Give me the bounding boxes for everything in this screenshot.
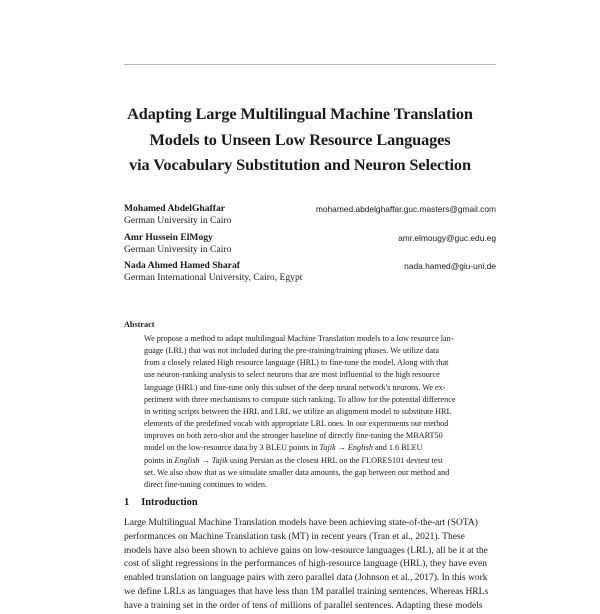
math-language: Tajik bbox=[319, 443, 336, 453]
author-block bbox=[124, 232, 496, 256]
title-line: Adapting Large Multilingual Machine Translation bbox=[127, 104, 473, 123]
abstract-line: from a closely related High resource language (HRL) to fine-tune the model. Along with that bbox=[144, 358, 449, 368]
author-block bbox=[124, 203, 496, 227]
abstract-line: periment with three mechanisms to compute such ranking. To allow for the potential difference bbox=[144, 394, 456, 404]
intro-line: performances on Machine Translation task (MT) in recent years (Tran et al., 2021). These bbox=[124, 531, 465, 542]
intro-line: cost of slight regressions in the performances of high-resource language (HRL), they have even bbox=[124, 559, 487, 570]
math-language: English bbox=[174, 455, 200, 465]
abstract-heading: Abstract bbox=[124, 320, 155, 329]
abstract-text: using Persian as the closest HRL on the FLORES101 devtest test bbox=[229, 455, 443, 465]
intro-line: models have also been shown to achieve gains on low-resource languages (LRL), all be it at the bbox=[124, 545, 488, 556]
intro-line: we define LRLs as languages that have less than 1M parallel training sentences. Whereas HRLs bbox=[124, 586, 489, 597]
abstract-line: We propose a method to adapt multilingual Machine Translation models to a low resource lan- bbox=[144, 334, 454, 343]
author-name: Nada Ahmed Hamed Sharaf bbox=[124, 260, 240, 271]
author-affiliation: German International University, Cairo, Egypt bbox=[124, 272, 303, 283]
author-block bbox=[124, 260, 496, 284]
math-arrow: → bbox=[337, 443, 346, 453]
abstract-body bbox=[144, 333, 476, 491]
section-number: 1 bbox=[124, 497, 130, 508]
abstract-line: improves on both zero-shot and the stronger baseline of directly fine-tuning the MBART50 bbox=[144, 431, 443, 441]
abstract-line: use neuron-ranking analysis to select neurons that are most influential to the high resource bbox=[144, 370, 440, 380]
author-name: Mohamed AbdelGhaffar bbox=[124, 203, 226, 214]
paper-title bbox=[60, 101, 540, 178]
abstract-line bbox=[144, 442, 476, 454]
author-affiliation: German University in Cairo bbox=[124, 215, 232, 226]
introduction-body bbox=[124, 517, 496, 614]
title-line: via Vocabulary Substitution and Neuron Selection bbox=[129, 155, 471, 174]
abstract-line: set. We also show that as we simulate smaller data amounts, the gap between our method and bbox=[144, 467, 450, 477]
math-language: Tajik bbox=[211, 455, 228, 465]
author-email[interactable]: mohamed.abdelghaffar.guc.masters@gmail.com bbox=[315, 204, 496, 214]
author-affiliation: German University in Cairo bbox=[124, 244, 232, 255]
header-rule bbox=[124, 64, 496, 65]
title-line: Models to Unseen Low Resource Languages bbox=[149, 129, 451, 149]
section-heading bbox=[124, 497, 198, 508]
abstract-line: guage (LRL) that was not included during the pre-training/training phases. We utilize data bbox=[144, 346, 439, 356]
math-arrow: → bbox=[201, 455, 210, 465]
abstract-line bbox=[144, 455, 476, 467]
abstract-line: in writing scripts between the HRL and LRL we utilize an alignment model to substitute HRL bbox=[144, 406, 452, 416]
intro-line: enabled translation on language pairs with zero parallel data (Johnson et al., 2017). In this work bbox=[124, 573, 488, 584]
math-language: English bbox=[347, 443, 373, 453]
abstract-text: points in bbox=[144, 455, 173, 465]
abstract-text: and 1.6 BLEU bbox=[374, 443, 423, 453]
author-email[interactable]: amr.elmougy@guc.edu.eg bbox=[398, 233, 496, 243]
author-name: Amr Hussein ElMogy bbox=[124, 232, 213, 243]
intro-line: have a training set in the order of tens of millions of parallel sentences. Adapting these models bbox=[124, 600, 483, 611]
abstract-line: direct fine-tuning continues to widen. bbox=[144, 479, 268, 489]
author-email[interactable]: nada.hamed@giu-uni.de bbox=[404, 261, 496, 271]
abstract-text: model on the low-resource data by 3 BLEU points in bbox=[144, 443, 318, 453]
section-title: Introduction bbox=[141, 497, 198, 508]
abstract-line: elements of the predefined vocab with appropriate LRL ones. In our experiments our method bbox=[144, 419, 449, 429]
abstract-line: language (HRL) and fine-tune only this subset of the deep neural network's neurons. We ex- bbox=[144, 382, 446, 392]
intro-line: Large Multilingual Machine Translation models have been achieving state-of-the-art (SOTA) bbox=[124, 518, 478, 528]
